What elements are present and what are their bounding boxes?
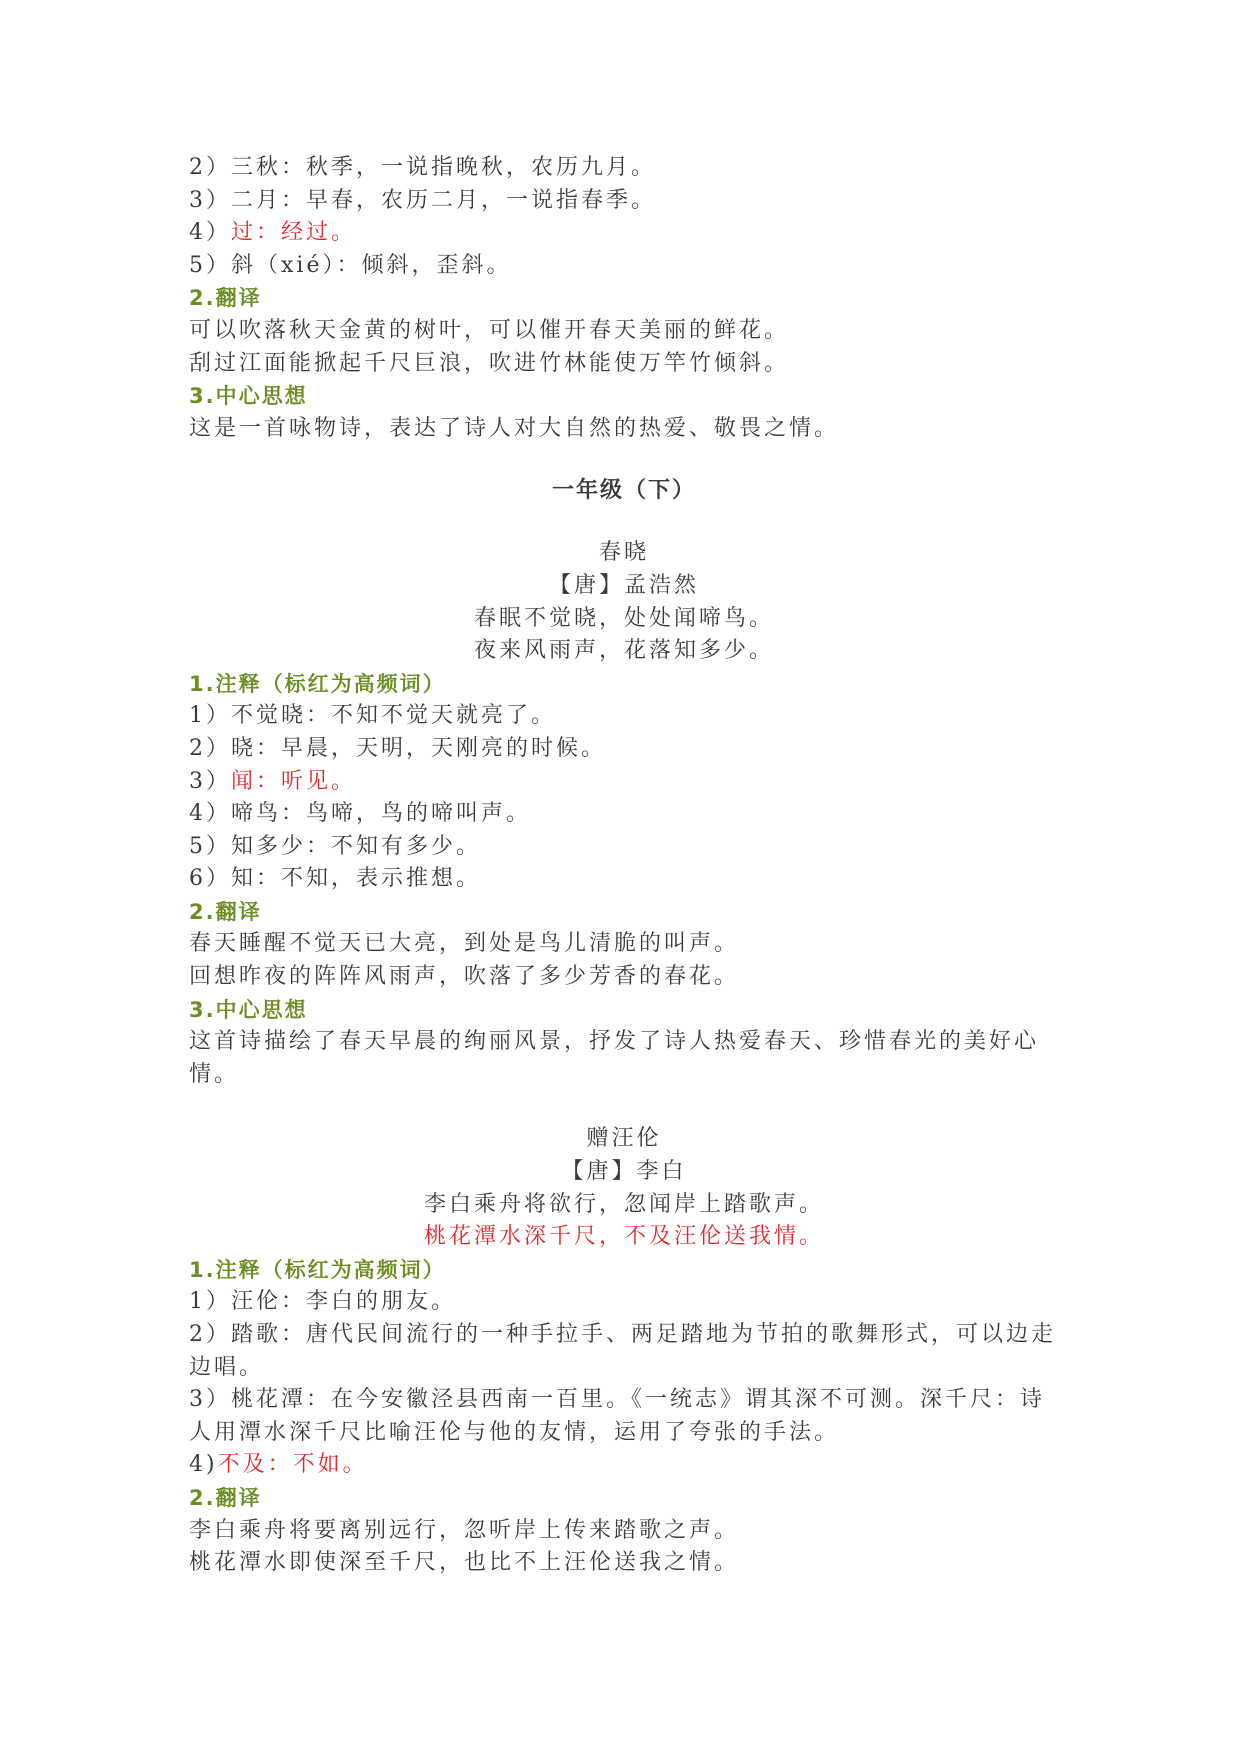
note-line: 5）知多少：不知有多少。 bbox=[189, 833, 481, 859]
grade-title: 一年级（下） bbox=[551, 478, 696, 504]
poem-author: 【唐】孟浩然 bbox=[548, 572, 699, 598]
theme-text: 这是一首咏物诗，表达了诗人对大自然的热爱、敬畏之情。 bbox=[189, 415, 840, 441]
high-frequency-term: 过：经过。 bbox=[231, 220, 357, 246]
note-number: 4) bbox=[189, 1452, 218, 1478]
top-notes bbox=[189, 152, 1059, 282]
translation-line: 李白乘舟将要离别远行，忽听岸上传来踏歌之声。 bbox=[189, 1517, 740, 1543]
translation-heading: 2.翻译 bbox=[189, 286, 262, 311]
poem-line: 春眠不觉晓，处处闻啼鸟。 bbox=[473, 605, 774, 631]
notes-heading: 1.注释（标红为高频词） bbox=[189, 671, 446, 696]
note-line: 2）晓：早晨，天明，天刚亮的时候。 bbox=[189, 735, 606, 761]
note-line: 5）斜（xié）：倾斜，歪斜。 bbox=[189, 252, 512, 278]
note-line: 3）二月：早春，农历二月，一说指春季。 bbox=[189, 187, 656, 213]
note-line: 4）啼鸟：鸟啼，鸟的啼叫声。 bbox=[189, 801, 531, 827]
poem-author: 【唐】李白 bbox=[561, 1159, 687, 1185]
high-frequency-term: 闻：听见。 bbox=[231, 768, 357, 794]
translation-line: 桃花潭水即使深至千尺，也比不上汪伦送我之情。 bbox=[189, 1550, 740, 1576]
note-line-highlight bbox=[189, 217, 1059, 250]
document-page bbox=[189, 152, 1059, 1580]
poem-chunxiao bbox=[189, 537, 1059, 1091]
high-frequency-term: 不及：不如。 bbox=[217, 1452, 368, 1478]
theme-text: 这首诗描绘了春天早晨的绚丽风景，抒发了诗人热爱春天、珍惜春光的美好心情。 bbox=[189, 1029, 1040, 1087]
theme-heading: 3.中心思想 bbox=[189, 384, 308, 409]
translation-line: 回想昨夜的阵阵风雨声，吹落了多少芳香的春花。 bbox=[189, 964, 740, 990]
poem-title: 赠汪伦 bbox=[586, 1126, 662, 1152]
note-line: 1）汪伦：李白的朋友。 bbox=[189, 1289, 456, 1315]
poem-line-highlight: 桃花潭水深千尺，不及汪伦送我情。 bbox=[423, 1224, 824, 1250]
translation-heading: 2.翻译 bbox=[189, 899, 262, 924]
note-line-highlight bbox=[189, 1449, 1059, 1482]
note-number: 3） bbox=[189, 768, 231, 794]
note-line: 3）桃花潭：在今安徽泾县西南一百里。《一统志》谓其深不可测。深千尺：诗人用潭水深千尺比喻汪伦与他的友情，运用了夸张的手法。 bbox=[189, 1387, 1045, 1445]
translation-line: 可以吹落秋天金黄的树叶，可以催开春天美丽的鲜花。 bbox=[189, 317, 790, 343]
poem-title: 春晓 bbox=[598, 540, 649, 566]
poem-line: 夜来风雨声，花落知多少。 bbox=[473, 638, 774, 664]
notes-heading: 1.注释（标红为高频词） bbox=[189, 1257, 446, 1282]
note-number: 4） bbox=[189, 220, 231, 246]
theme-heading: 3.中心思想 bbox=[189, 997, 308, 1022]
note-line-highlight bbox=[189, 766, 1059, 799]
poem-line: 李白乘舟将欲行，忽闻岸上踏歌声。 bbox=[423, 1191, 824, 1217]
poem-zeng-wanglun bbox=[189, 1123, 1059, 1579]
note-line: 2）踏歌：唐代民间流行的一种手拉手、两足踏地为节拍的歌舞形式，可以边走边唱。 bbox=[189, 1322, 1056, 1380]
section-spacer bbox=[189, 1091, 1059, 1123]
note-line: 2）三秋：秋季，一说指晚秋，农历九月。 bbox=[189, 155, 656, 180]
translation-heading: 2.翻译 bbox=[189, 1485, 262, 1510]
note-line: 1）不觉晓：不知不觉天就亮了。 bbox=[189, 703, 556, 729]
note-line: 6）知：不知，表示推想。 bbox=[189, 866, 481, 892]
translation-line: 春天睡醒不觉天已大亮，到处是鸟儿清脆的叫声。 bbox=[189, 931, 740, 957]
translation-line: 刮过江面能掀起千尺巨浪，吹进竹林能使万竿竹倾斜。 bbox=[189, 350, 790, 376]
